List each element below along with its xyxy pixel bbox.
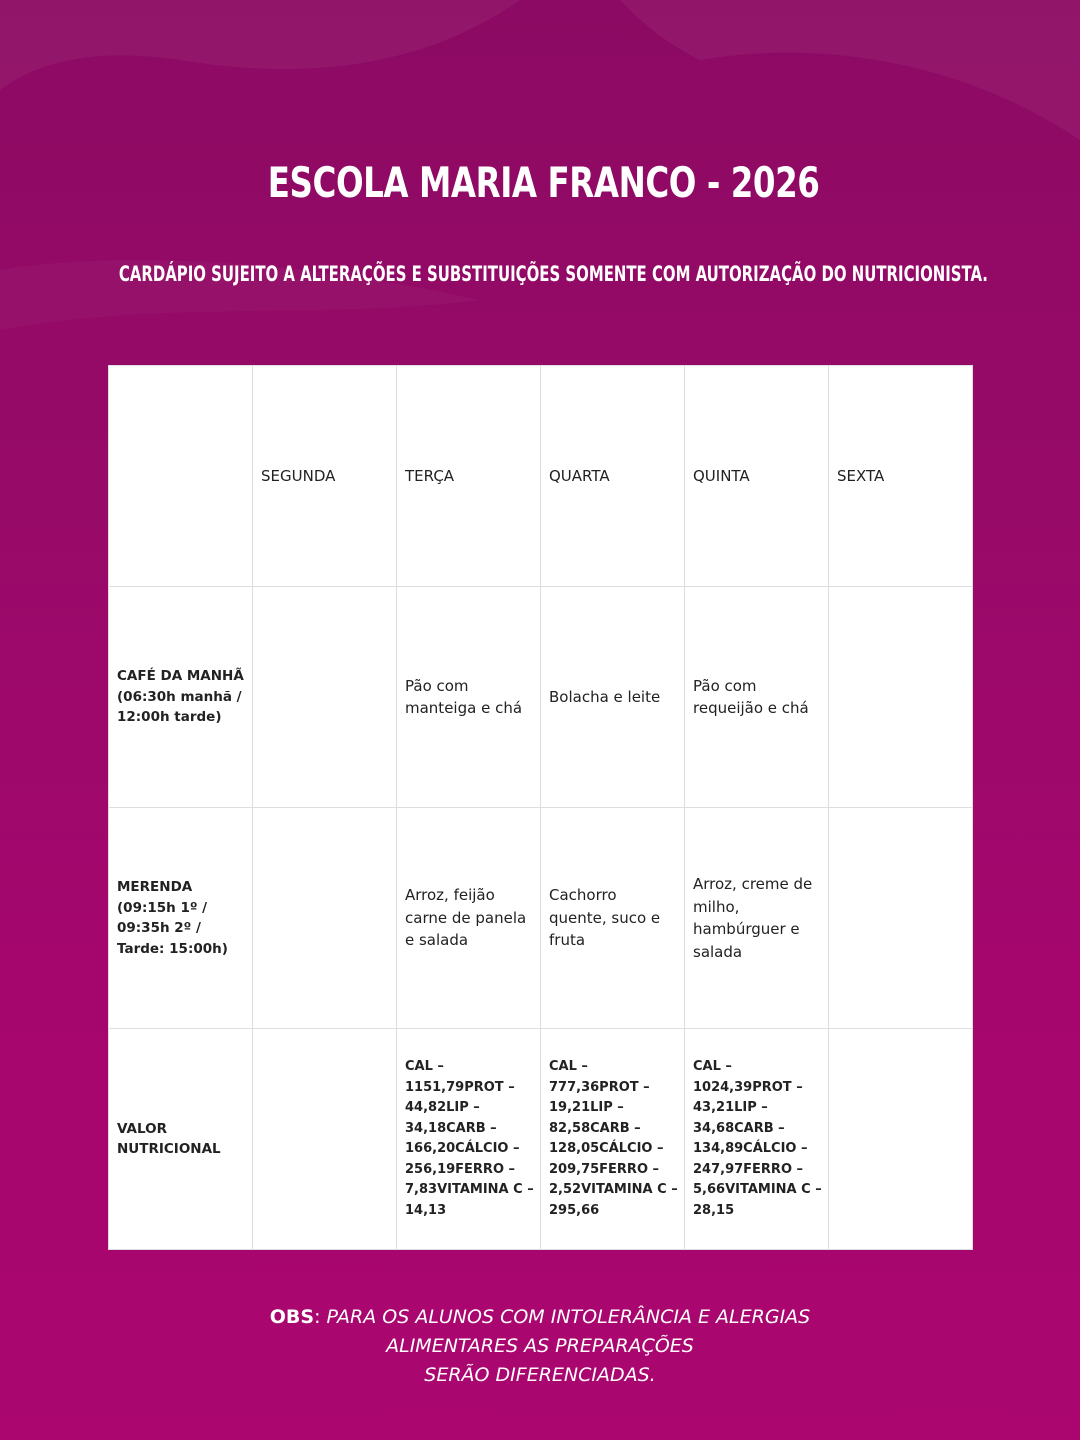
- cell-snack-monday: [253, 808, 397, 1029]
- cell-breakfast-friday: [829, 587, 973, 808]
- table-row-snack: [109, 808, 973, 1029]
- cell-snack-tuesday: Arroz, feijão carne de panela e salada: [397, 808, 541, 1029]
- header-monday: SEGUNDA: [253, 366, 397, 587]
- table-header-row: [109, 366, 973, 587]
- cell-snack-friday: [829, 808, 973, 1029]
- observation-note: [0, 1303, 1080, 1390]
- header-thursday: QUINTA: [685, 366, 829, 587]
- cell-breakfast-tuesday: Pão com manteiga e chá: [397, 587, 541, 808]
- header-friday: SEXTA: [829, 366, 973, 587]
- cell-breakfast-monday: [253, 587, 397, 808]
- header-wednesday: QUARTA: [541, 366, 685, 587]
- observation-line-2: ALIMENTARES AS PREPARAÇÕES: [386, 1335, 694, 1357]
- row-label-snack: MERENDA (09:15h 1º / 09:35h 2º / Tarde: 15:00h): [109, 808, 253, 1029]
- observation-label: OBS: [269, 1306, 315, 1328]
- observation-separator: :: [314, 1306, 327, 1328]
- menu-disclaimer: CARDÁPIO SUJEITO A ALTERAÇÕES E SUBSTITUIÇÕES SOMENTE COM AUTORIZAÇÃO DO NUTRICIONISTA.: [118, 262, 988, 286]
- row-label-nutrition: VALOR NUTRICIONAL: [109, 1029, 253, 1250]
- cell-nutrition-monday: [253, 1029, 397, 1250]
- cell-nutrition-friday: [829, 1029, 973, 1250]
- table-row-nutrition: [109, 1029, 973, 1250]
- row-label-breakfast: CAFÉ DA MANHÃ (06:30h manhã / 12:00h tarde): [109, 587, 253, 808]
- cell-nutrition-thursday: CAL – 1024,39PROT – 43,21LIP – 34,68CARB – 134,89CÁLCIO – 247,97FERRO – 5,66VITAMINA C – 28,15: [685, 1029, 829, 1250]
- cell-breakfast-thursday: Pão com requeijão e chá: [685, 587, 829, 808]
- header-corner-cell: [109, 366, 253, 587]
- page-title: ESCOLA MARIA FRANCO - 2026: [267, 158, 820, 207]
- cell-nutrition-tuesday: CAL – 1151,79PROT – 44,82LIP – 34,18CARB – 166,20CÁLCIO – 256,19FERRO – 7,83VITAMINA C – 14,13: [397, 1029, 541, 1250]
- cell-breakfast-wednesday: Bolacha e leite: [541, 587, 685, 808]
- observation-line-3: SERÃO DIFERENCIADAS.: [424, 1364, 656, 1386]
- table-row-breakfast: [109, 587, 973, 808]
- observation-line-1: [0, 1303, 1080, 1332]
- cell-nutrition-wednesday: CAL – 777,36PROT – 19,21LIP – 82,58CARB – 128,05CÁLCIO – 209,75FERRO – 2,52VITAMINA C – 295,66: [541, 1029, 685, 1250]
- cell-snack-wednesday: Cachorro quente, suco e fruta: [541, 808, 685, 1029]
- header-tuesday: TERÇA: [397, 366, 541, 587]
- observation-text-1: PARA OS ALUNOS COM INTOLERÂNCIA E ALERGIAS: [326, 1306, 811, 1328]
- cell-snack-thursday: Arroz, creme de milho, hambúrguer e salada: [685, 808, 829, 1029]
- weekly-menu-table: [108, 365, 973, 1250]
